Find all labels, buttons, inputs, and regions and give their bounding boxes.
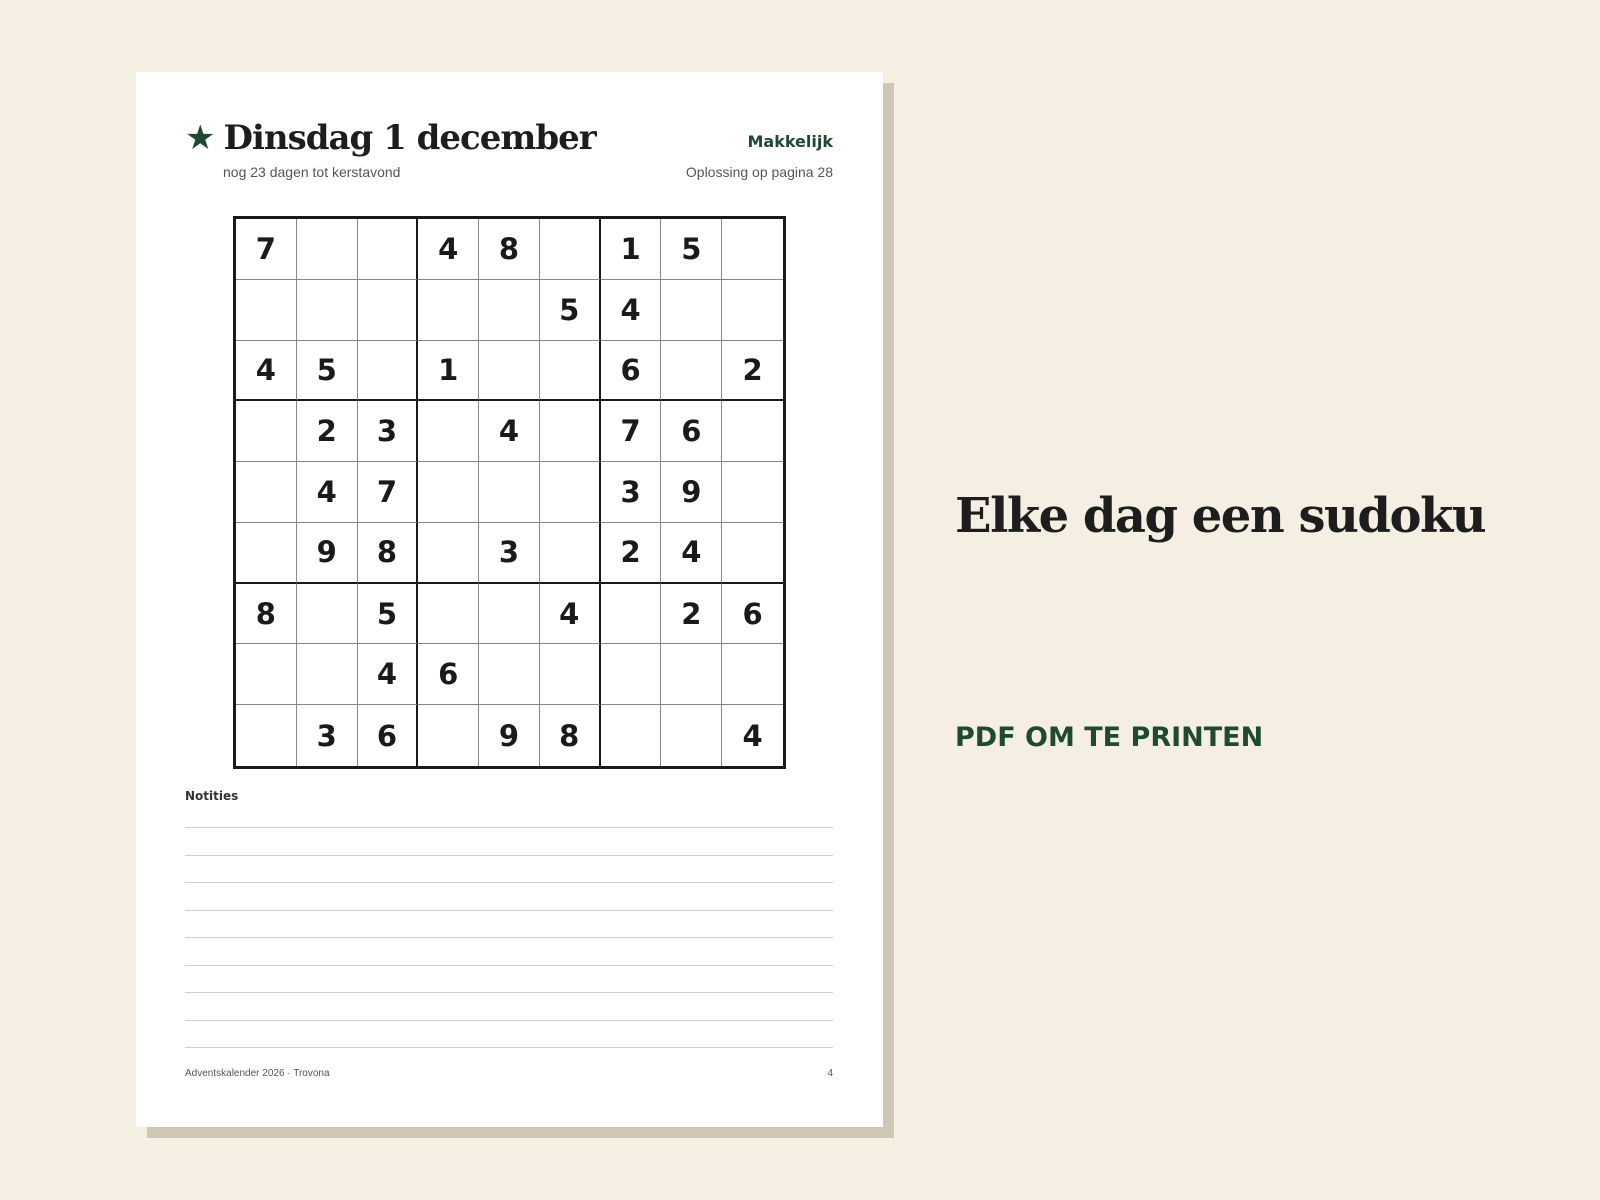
note-line bbox=[185, 965, 833, 966]
sudoku-cell: 3 bbox=[479, 523, 540, 584]
sudoku-cell bbox=[236, 523, 297, 584]
sudoku-cell: 6 bbox=[601, 341, 662, 402]
sudoku-cell bbox=[601, 584, 662, 645]
sudoku-cell: 2 bbox=[661, 584, 722, 645]
sudoku-cell bbox=[540, 401, 601, 462]
sudoku-cell: 1 bbox=[418, 341, 479, 402]
difficulty-label: Makkelijk bbox=[747, 132, 833, 151]
sudoku-cell: 9 bbox=[297, 523, 358, 584]
sudoku-grid bbox=[233, 216, 786, 769]
sudoku-cell: 4 bbox=[358, 644, 419, 705]
sudoku-cell: 9 bbox=[479, 705, 540, 766]
sudoku-cell bbox=[540, 644, 601, 705]
sudoku-cell bbox=[722, 462, 783, 523]
sudoku-cell bbox=[236, 644, 297, 705]
sudoku-cell bbox=[722, 644, 783, 705]
sudoku-cell bbox=[540, 219, 601, 280]
sudoku-cell bbox=[479, 462, 540, 523]
solution-reference: Oplossing op pagina 28 bbox=[685, 164, 833, 180]
sudoku-cell bbox=[418, 705, 479, 766]
sudoku-cell: 8 bbox=[358, 523, 419, 584]
note-line bbox=[185, 882, 833, 883]
sudoku-cell bbox=[297, 584, 358, 645]
sudoku-cell bbox=[297, 280, 358, 341]
sudoku-cell bbox=[479, 584, 540, 645]
sudoku-cell: 4 bbox=[742, 718, 763, 753]
star-icon: ★ bbox=[185, 118, 216, 158]
sudoku-cell bbox=[418, 584, 479, 645]
sudoku-cell bbox=[297, 644, 358, 705]
note-line bbox=[185, 937, 833, 938]
sudoku-cell: 5 bbox=[661, 219, 722, 280]
sudoku-cell: 6 bbox=[418, 644, 479, 705]
promo-cta: PDF OM TE PRINTEN bbox=[955, 722, 1264, 753]
sudoku-cell bbox=[661, 280, 722, 341]
sudoku-cell bbox=[358, 219, 419, 280]
sudoku-cell: 2 bbox=[722, 341, 783, 402]
sudoku-cell bbox=[236, 280, 297, 341]
sudoku-cell: 7 bbox=[236, 219, 297, 280]
sudoku-cell: 8 bbox=[236, 584, 297, 645]
sudoku-cell bbox=[236, 462, 297, 523]
sudoku-cell bbox=[661, 705, 722, 766]
sudoku-cell bbox=[601, 705, 662, 766]
sudoku-cell bbox=[540, 462, 601, 523]
sudoku-cell bbox=[418, 523, 479, 584]
sudoku-cell bbox=[479, 341, 540, 402]
sudoku-cell: 7 bbox=[601, 401, 662, 462]
sudoku-cell bbox=[661, 644, 722, 705]
sudoku-cell: 3 bbox=[601, 462, 662, 523]
sudoku-cell: 3 bbox=[358, 401, 419, 462]
notes-label: Notities bbox=[185, 789, 239, 803]
page-title: Dinsdag 1 december bbox=[223, 118, 596, 158]
sudoku-page bbox=[136, 72, 883, 1127]
sudoku-cell bbox=[601, 644, 662, 705]
sudoku-cell bbox=[540, 523, 601, 584]
sudoku-cell bbox=[722, 401, 783, 462]
sudoku-cell bbox=[358, 341, 419, 402]
sudoku-cell: 1 bbox=[601, 219, 662, 280]
sudoku-cell bbox=[236, 705, 297, 766]
sudoku-cell: 6 bbox=[358, 705, 419, 766]
sudoku-cell bbox=[358, 280, 419, 341]
page-number: 4 bbox=[827, 1068, 833, 1079]
promo-headline: Elke dag een sudoku bbox=[955, 488, 1486, 544]
sudoku-cell bbox=[236, 401, 297, 462]
footer-text: Adventskalender 2026 · Trovona bbox=[185, 1068, 330, 1079]
sudoku-cell: 2 bbox=[601, 523, 662, 584]
note-line bbox=[185, 1047, 833, 1048]
sudoku-cell bbox=[479, 280, 540, 341]
countdown-subtitle: nog 23 dagen tot kerstavond bbox=[223, 164, 401, 180]
sudoku-cell bbox=[297, 219, 358, 280]
note-line bbox=[185, 992, 833, 993]
sudoku-cell: 6 bbox=[661, 401, 722, 462]
sudoku-cell bbox=[540, 341, 601, 402]
sudoku-cell bbox=[418, 280, 479, 341]
sudoku-cell bbox=[722, 523, 783, 584]
sudoku-cell bbox=[479, 644, 540, 705]
sudoku-cell: 6 bbox=[722, 584, 783, 645]
note-line bbox=[185, 827, 833, 828]
sudoku-cell: 5 bbox=[540, 280, 601, 341]
sudoku-cell: 4 bbox=[236, 341, 297, 402]
sudoku-cell bbox=[418, 401, 479, 462]
sudoku-cell: 3 bbox=[297, 705, 358, 766]
sudoku-cell: 5 bbox=[297, 341, 358, 402]
sudoku-cell: 7 bbox=[358, 462, 419, 523]
title-row bbox=[185, 116, 596, 160]
note-line bbox=[185, 910, 833, 911]
sudoku-cell: 4 bbox=[601, 280, 662, 341]
note-line bbox=[185, 855, 833, 856]
sudoku-cell: 4 bbox=[297, 462, 358, 523]
sudoku-cell bbox=[418, 462, 479, 523]
sudoku-cell: 4 bbox=[661, 523, 722, 584]
note-line bbox=[185, 1020, 833, 1021]
sudoku-cell: 8 bbox=[479, 219, 540, 280]
sudoku-cell bbox=[661, 341, 722, 402]
sudoku-cell: 2 bbox=[297, 401, 358, 462]
sudoku-cell: 5 bbox=[358, 584, 419, 645]
sudoku-cell: 8 bbox=[540, 705, 601, 766]
sudoku-cell bbox=[722, 219, 783, 280]
sudoku-cell bbox=[722, 280, 783, 341]
sudoku-cell: 4 bbox=[418, 219, 479, 280]
sudoku-cell: 4 bbox=[479, 401, 540, 462]
sudoku-cell: 9 bbox=[661, 462, 722, 523]
sudoku-cell: 4 bbox=[540, 584, 601, 645]
